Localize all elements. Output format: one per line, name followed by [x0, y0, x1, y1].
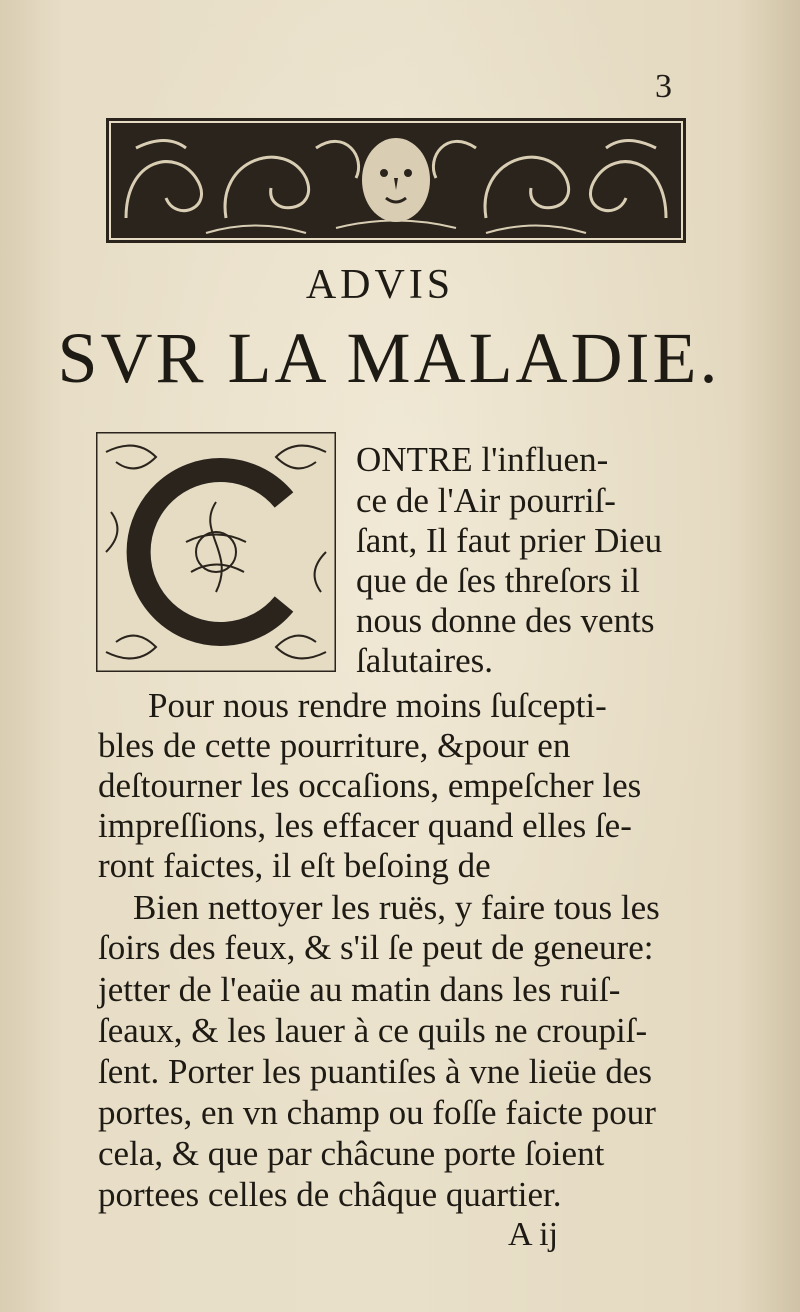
title-main: SVR LA MALADIE.	[57, 318, 721, 398]
text-line: Bien nettoyer les ruës, y faire tous les	[133, 888, 660, 927]
text-line: ſalutaires.	[356, 641, 494, 680]
text-line: portes, en vn champ ou foſſe faicte pour	[98, 1093, 656, 1132]
signature-mark: A ij	[508, 1216, 559, 1253]
text-line: ſeaux, & les lauer à ce quils ne croupiſ-	[98, 1011, 648, 1050]
text-line: cela, & que par châcune porte ſoient	[98, 1134, 605, 1173]
text-line: deſtourner les occaſions, empeſcher les	[98, 766, 642, 805]
text-line: ce de l'Air pourriſ-	[356, 481, 616, 520]
ornamental-headpiece	[106, 118, 686, 243]
page-number: 3	[655, 68, 672, 105]
text-line: ONTRE l'influen-	[356, 440, 609, 479]
text-line: ſent. Porter les puantiſes à vne lieüe des	[98, 1052, 653, 1091]
drop-cap-c-ornament	[96, 432, 336, 672]
title-advis: ADVIS	[305, 262, 455, 308]
text-line: Pour nous rendre moins ſuſcepti-	[148, 686, 607, 725]
text-line: jetter de l'eaüe au matin dans les ruiſ-	[98, 970, 621, 1009]
text-line: ront faictes, il eſt beſoing de	[98, 846, 491, 885]
text-line: que de ſes threſors il	[356, 561, 640, 600]
text-line: ſoirs des feux, & s'il ſe peut de geneure:	[98, 928, 654, 967]
text-line: nous donne des vents	[356, 601, 655, 640]
text-line: portees celles de châque quartier.	[98, 1175, 562, 1214]
text-line: impreſſions, les effacer quand elles ſe-	[98, 806, 632, 845]
text-line: bles de cette pourriture, &pour en	[98, 726, 571, 765]
text-line: ſant, Il faut prier Dieu	[356, 521, 663, 560]
